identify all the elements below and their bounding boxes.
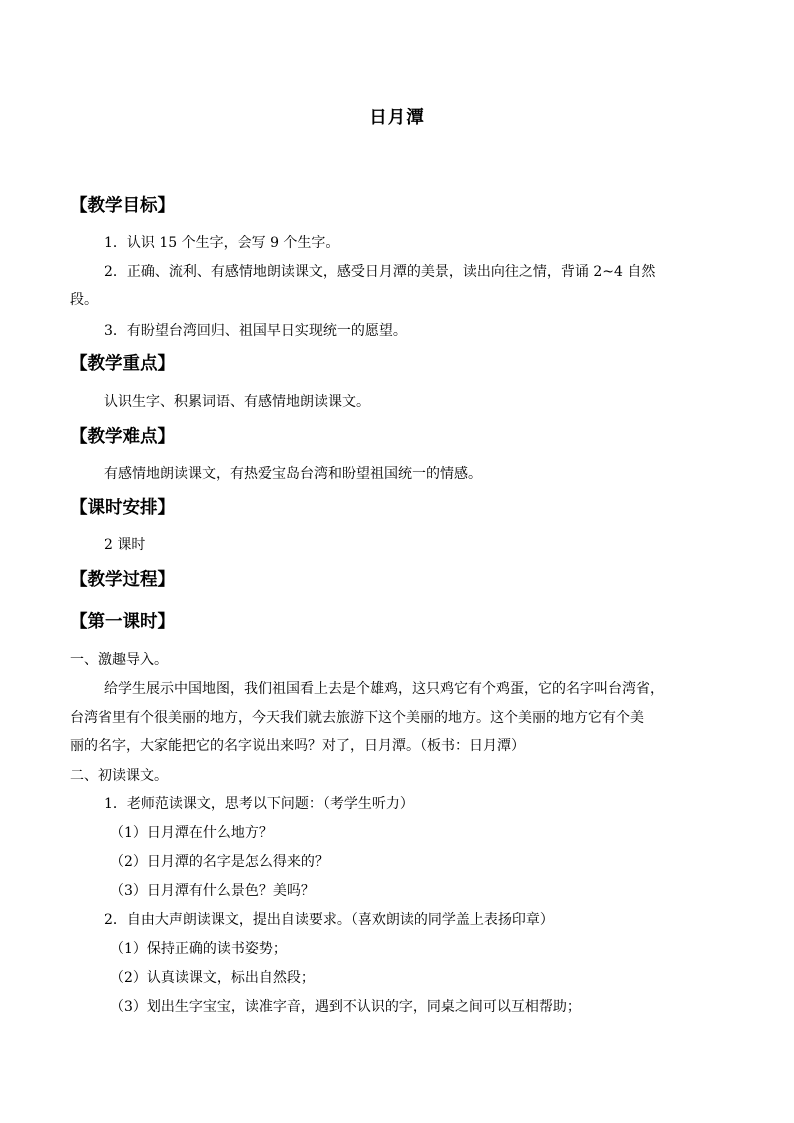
heading-first-lesson: 【第一课时】 — [70, 612, 175, 632]
step1-question-1: （1）日月潭在什么地方？ — [110, 825, 273, 841]
step2-item-3: （3）划出生字宝宝，读准字音，遇到不认识的字，同桌之间可以互相帮助； — [110, 999, 581, 1015]
part1-line-2: 台湾省里有个很美丽的地方，今天我们就去旅游下这个美丽的地方。这个美丽的地方它有个美 — [70, 710, 644, 726]
step1-question-2: （2）日月潭的名字是怎么得来的？ — [110, 854, 329, 870]
heading-teaching-difficulty: 【教学难点】 — [70, 427, 175, 447]
goal-item-1: 1．认识 15 个生字，会写 9 个生字。 — [104, 235, 340, 251]
document-title: 日月潭 — [369, 108, 425, 128]
step1-text: 1．老师范读课文，思考以下问题：（考学生听力） — [104, 796, 414, 812]
difficulty-text: 有感情地朗读课文，有热爱宝岛台湾和盼望祖国统一的情感。 — [104, 466, 482, 482]
heading-teaching-goals: 【教学目标】 — [70, 196, 175, 216]
goal-item-3: 3．有盼望台湾回归、祖国早日实现统一的愿望。 — [104, 323, 407, 339]
heading-class-schedule: 【课时安排】 — [70, 498, 175, 518]
part1-title: 一、激趣导入。 — [70, 652, 168, 668]
goal-item-2-continued: 段。 — [70, 292, 98, 308]
step2-item-2: （2）认真读课文，标出自然段； — [110, 970, 315, 986]
heading-teaching-focus: 【教学重点】 — [70, 354, 175, 374]
schedule-text: 2 课时 — [104, 537, 146, 553]
step2-item-1: （1）保持正确的读书姿势； — [110, 941, 287, 957]
heading-teaching-process: 【教学过程】 — [70, 570, 175, 590]
goal-item-2: 2．正确、流利、有感情地朗读课文，感受日月潭的美景，读出向往之情，背诵 2~4 自然 — [104, 264, 656, 280]
step1-question-3: （3）日月潭有什么景色？美吗？ — [110, 883, 315, 899]
focus-text: 认识生字、积累词语、有感情地朗读课文。 — [104, 394, 370, 410]
part1-line-3: 丽的名字，大家能把它的名字说出来吗？对了，日月潭。（板书：日月潭） — [70, 738, 525, 754]
step2-text: 2．自由大声朗读课文，提出自读要求。（喜欢朗读的同学盖上表扬印章） — [104, 912, 554, 928]
part1-line-1: 给学生展示中国地图，我们祖国看上去是个雄鸡，这只鸡它有个鸡蛋，它的名字叫台湾省， — [104, 681, 664, 697]
part2-title: 二、初读课文。 — [70, 768, 168, 784]
